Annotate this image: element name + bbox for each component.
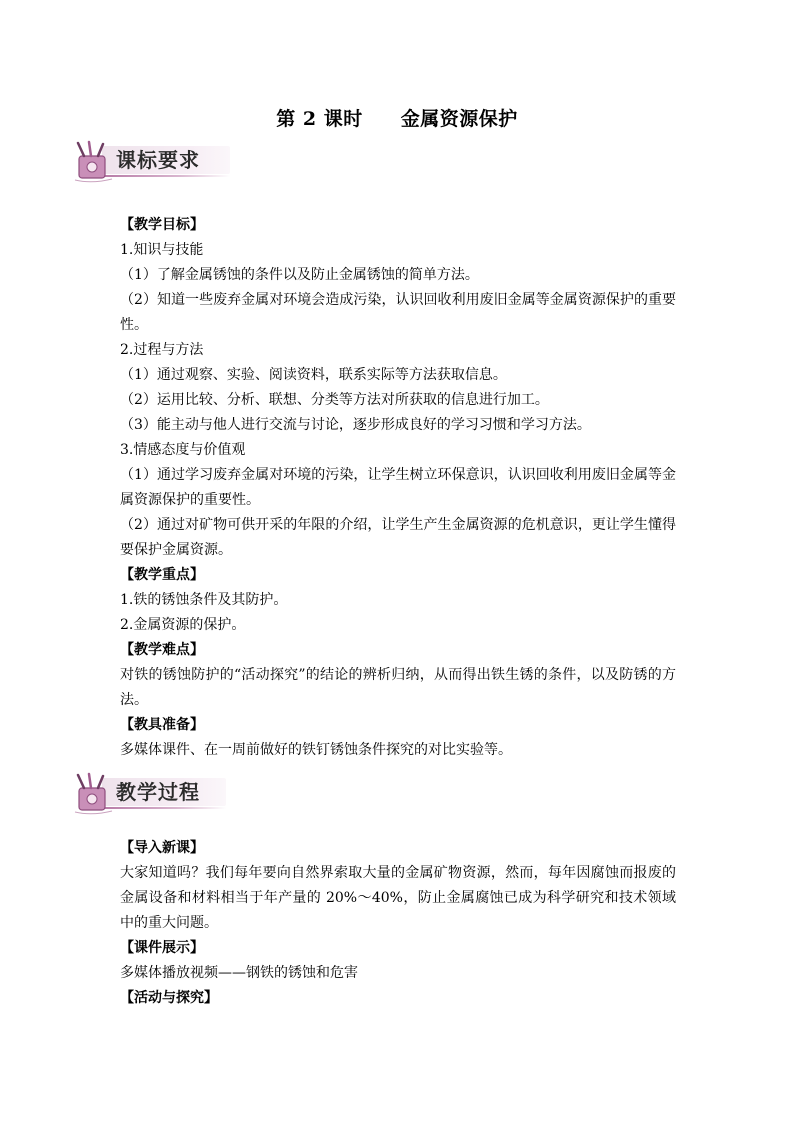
paragraph: （3）能主动与他人进行交流与讨论，逐步形成良好的学习习惯和学习方法。 — [120, 417, 591, 433]
paragraph: （2）知道一些废弃金属对环境会造成污染，认识回收利用废旧金属等金属资源保护的重要性。 — [120, 292, 676, 333]
paragraph: 多媒体播放视频——钢铁的锈蚀和危害 — [120, 965, 358, 981]
lesson-title: 金属资源保护 — [400, 108, 518, 130]
section-heading: 【导入新课】 — [120, 840, 204, 856]
section-requirements — [120, 213, 676, 763]
paragraph: （2）运用比较、分析、联想、分类等方法对所获取的信息进行加工。 — [120, 392, 549, 408]
section-process — [120, 836, 676, 1011]
paragraph: 3.情感态度与价值观 — [120, 442, 246, 458]
paragraph: 大家知道吗？我们每年要向自然界索取大量的金属矿物资源，然而，每年因腐蚀而报废的金属设备和材料相当于年产量的 20%～40%，防止金属腐蚀已成为科学研究和技术领域中的重大问题。 — [120, 865, 676, 931]
section-heading: 【活动与探究】 — [120, 990, 218, 1006]
pen-holder-icon — [72, 140, 120, 184]
paragraph: （2）通过对矿物可供开采的年限的介绍，让学生产生金属资源的危机意识，更让学生懂得要保护金属资源。 — [120, 517, 676, 558]
section-heading: 【教学重点】 — [120, 567, 204, 583]
banner-process — [72, 772, 232, 816]
paragraph: 1.铁的锈蚀条件及其防护。 — [120, 592, 288, 608]
paragraph: 多媒体课件、在一周前做好的铁钉锈蚀条件探究的对比实验等。 — [120, 742, 512, 758]
banner-process-label: 教学过程 — [116, 780, 200, 804]
paragraph: （1）通过学习废弃金属对环境的污染，让学生树立环保意识，认识回收利用废旧金属等金属资源保护的重要性。 — [120, 467, 676, 508]
banner-requirements-label: 课标要求 — [116, 148, 200, 172]
paragraph: 1.知识与技能 — [120, 242, 204, 258]
paragraph: 对铁的锈蚀防护的“活动探究”的结论的辨析归纳，从而得出铁生锈的条件，以及防锈的方法。 — [120, 667, 676, 708]
paragraph: 2.金属资源的保护。 — [120, 617, 246, 633]
section-heading: 【教学目标】 — [120, 217, 204, 233]
section-heading: 【教具准备】 — [120, 717, 204, 733]
page-title — [0, 104, 794, 131]
section-heading: 【课件展示】 — [120, 940, 204, 956]
banner-requirements — [72, 140, 232, 184]
paragraph: 2.过程与方法 — [120, 342, 204, 358]
paragraph: （1）通过观察、实验、阅读资料，联系实际等方法获取信息。 — [120, 367, 507, 383]
section-heading: 【教学难点】 — [120, 642, 204, 658]
paragraph: （1）了解金属锈蚀的条件以及防止金属锈蚀的简单方法。 — [120, 267, 479, 283]
lesson-number: 第 2 课时 — [276, 108, 363, 130]
pen-holder-icon — [72, 772, 120, 816]
